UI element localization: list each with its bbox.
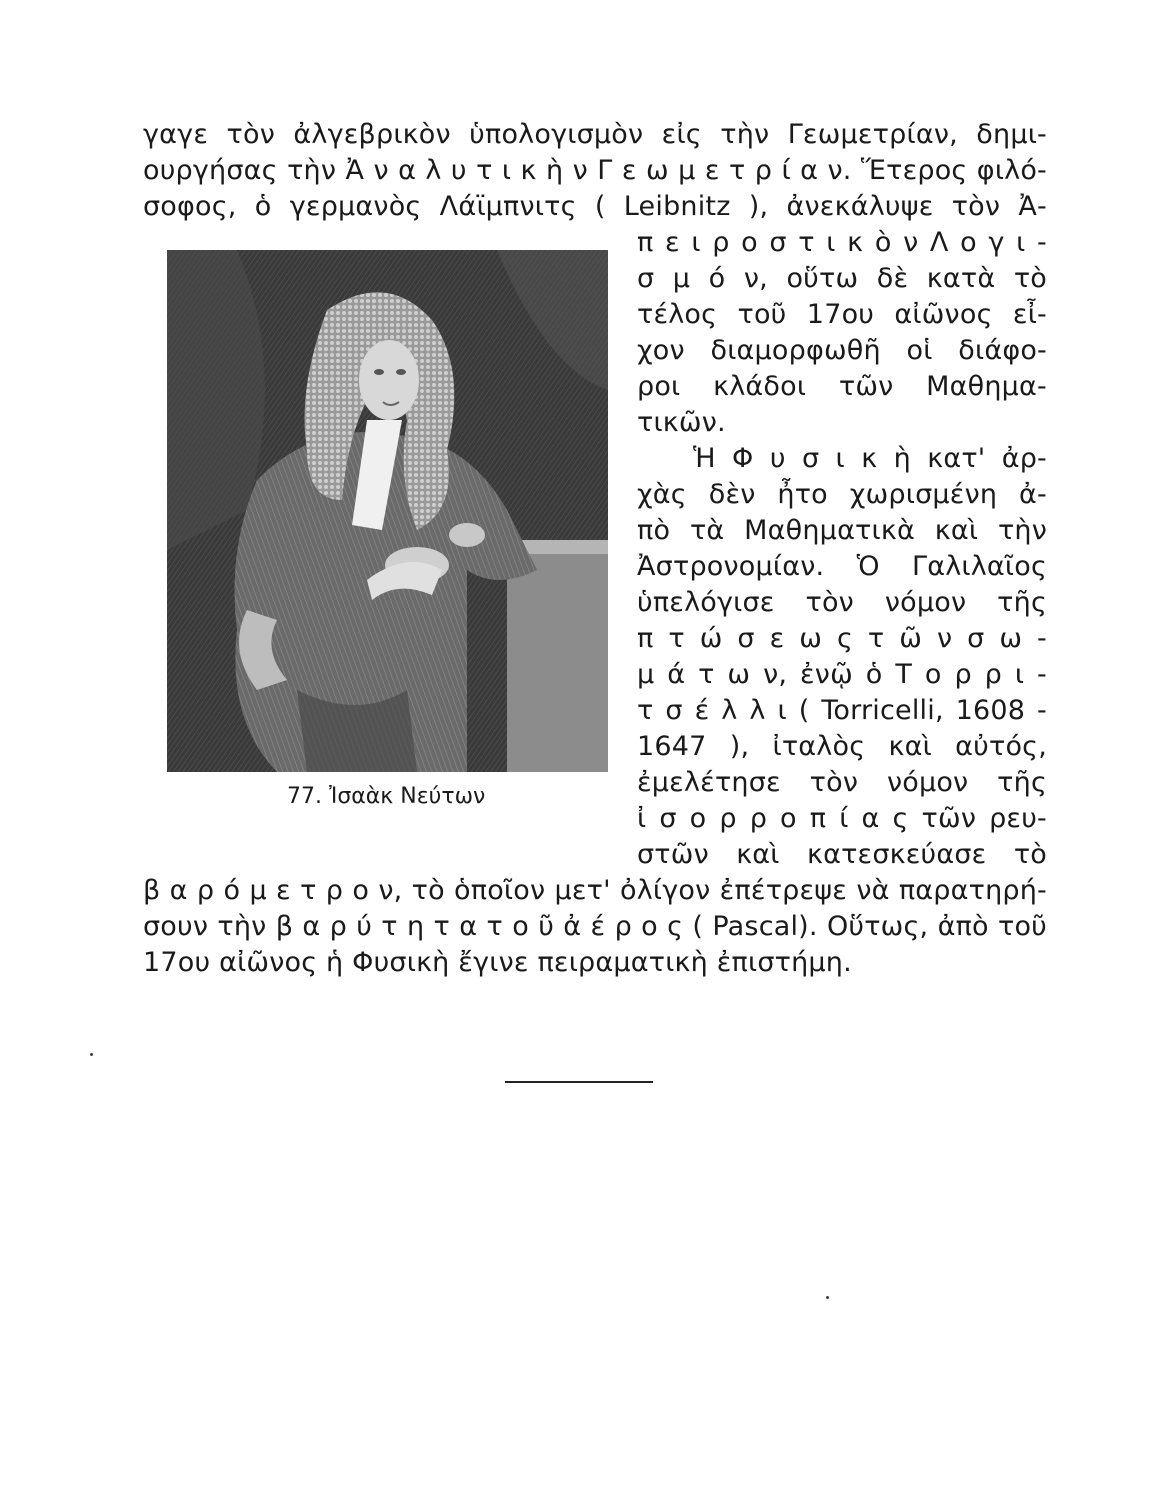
body-line-5: σουν τὴν β α ρ ύ τ η τ α τ ο ῦ ἀ έ ρ ο ς ( Pascal). Οὕτως, ἀπὸ τοῦ: [143, 911, 1047, 942]
column-line-17: ἰ σ ο ρ ρ ο π ί α ς τῶν ρευ-: [637, 803, 1047, 834]
body-line-6: 17ου αἰῶνος ἡ Φυσικὴ ἔγινε πειραματικὴ ἐπιστήμη.: [143, 947, 852, 978]
section-end-rule: [505, 1081, 653, 1083]
column-line-11: ὑπελόγισε τὸν νόμον τῆς: [637, 587, 1047, 618]
body-line-2: ουργήσας τὴν Ἀ ν α λ υ τ ι κ ὴ ν Γ ε ω μ ε τ ρ ί α ν. Ἕτερος φιλό-: [143, 155, 1047, 186]
column-line-12: π τ ώ σ ε ω ς τ ῶ ν σ ω -: [637, 623, 1047, 654]
scan-speck: [90, 1053, 93, 1056]
figure-caption: 77. Ἰσαὰκ Νεύτων: [287, 784, 486, 809]
scan-speck: [826, 1296, 829, 1299]
column-line-1: π ε ι ρ ο σ τ ι κ ὸ ν Λ ο γ ι -: [637, 227, 1047, 258]
body-line-3: σοφος, ὁ γερμανὸς Λάϊμπνιτς ( Leibnitz ), ἀνεκάλυψε τὸν Ἀ-: [143, 191, 1047, 222]
column-line-7: Ἡ Φ υ σ ι κ ὴ κατ' ἀρ-: [693, 443, 1047, 474]
column-line-10: Ἀστρονομίαν. Ὁ Γαλιλαῖος: [637, 551, 1047, 582]
column-line-8: χὰς δὲν ἦτο χωρισμένη ἀ-: [637, 479, 1047, 510]
column-line-18: στῶν καὶ κατεσκεύασε τὸ: [637, 839, 1047, 870]
newton-portrait-image: [167, 250, 608, 772]
column-line-16: ἐμελέτησε τὸν νόμον τῆς: [637, 767, 1047, 798]
column-line-13: μ ά τ ω ν, ἐνῷ ὁ Τ ο ρ ρ ι -: [637, 659, 1047, 690]
column-line-2: σ μ ό ν, οὕτω δὲ κατὰ τὸ: [637, 263, 1047, 294]
column-line-5: ροι κλάδοι τῶν Μαθημα-: [637, 371, 1047, 402]
column-line-14: τ σ έ λ λ ι ( Torricelli, 1608 -: [637, 695, 1047, 726]
column-line-3: τέλος τοῦ 17ου αἰῶνος εἶ-: [637, 299, 1047, 330]
body-line-4: β α ρ ό μ ε τ ρ ο ν, τὸ ὁποῖον μετ' ὀλίγον ἐπέτρεψε νὰ παρατηρή-: [143, 875, 1047, 906]
column-line-15: 1647 ), ἰταλὸς καὶ αὐτός,: [637, 731, 1047, 762]
column-line-6: τικῶν.: [637, 407, 726, 438]
body-line-1: γαγε τὸν ἀλγεβρικὸν ὑπολογισμὸν εἰς τὴν Γεωμετρίαν, δημι-: [143, 119, 1047, 150]
column-line-4: χον διαμορφωθῆ οἱ διάφο-: [637, 335, 1047, 366]
column-line-9: πὸ τὰ Μαθηματικὰ καὶ τὴν: [637, 515, 1047, 546]
